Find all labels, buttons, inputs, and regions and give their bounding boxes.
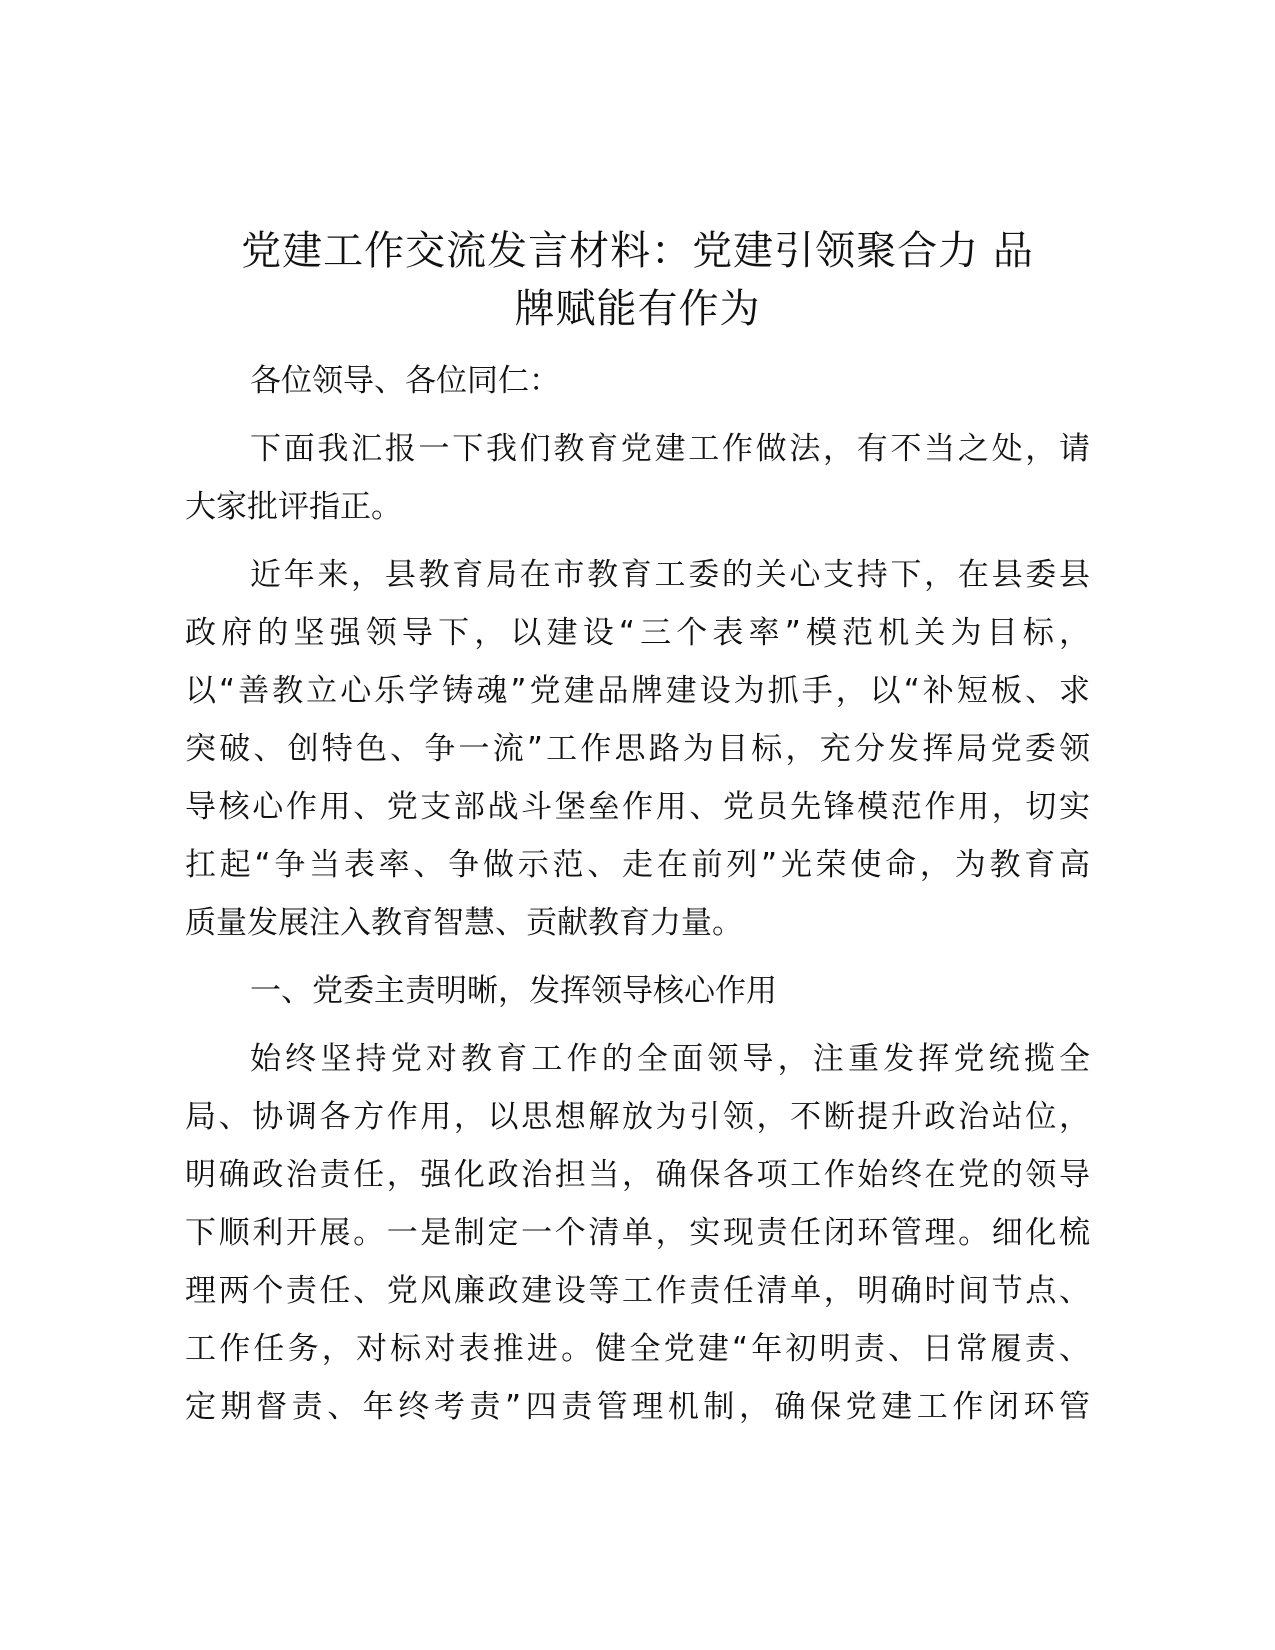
paragraph-line: 大家批评指正。 bbox=[185, 489, 402, 525]
paragraph-line: 下面我汇报一下我们教育党建工作做法，有不当之处，请 bbox=[250, 431, 1090, 467]
paragraph-line: 局、协调各方作用，以思想解放为引领，不断提升政治站位， bbox=[185, 1099, 1090, 1135]
title-line: 牌赋能有作为 bbox=[514, 286, 761, 332]
paragraph-line: 始终坚持党对教育工作的全面领导，注重发挥党统揽全 bbox=[250, 1041, 1090, 1077]
paragraph-line: 导核心作用、党支部战斗堡垒作用、党员先锋模范作用，切实 bbox=[185, 789, 1090, 825]
paragraph-line: 工作任务，对标对表推进。健全党建“年初明责、日常履责、 bbox=[185, 1331, 1090, 1367]
paragraph-line: 各位领导、各位同仁： bbox=[250, 363, 560, 399]
overview-paragraph bbox=[185, 546, 1090, 952]
paragraph-line: 理两个责任、党风廉政建设等工作责任清单，明确时间节点、 bbox=[185, 1273, 1090, 1309]
paragraph-line: 质量发展注入教育智慧、贡献教育力量。 bbox=[185, 905, 743, 941]
paragraph-line: 以“善教立心乐学铸魂”党建品牌建设为抓手，以“补短板、求 bbox=[185, 673, 1090, 709]
paragraph-line: 扛起“争当表率、争做示范、走在前列”光荣使命，为教育高 bbox=[185, 847, 1090, 883]
paragraph-line: 突破、创特色、争一流”工作思路为目标，充分发挥局党委领 bbox=[185, 731, 1090, 767]
salutation-paragraph bbox=[185, 352, 1090, 410]
document-title bbox=[185, 222, 1090, 338]
document-body bbox=[185, 352, 1090, 1446]
section-heading bbox=[185, 962, 1090, 1020]
section-one-paragraph bbox=[185, 1030, 1090, 1436]
paragraph-line: 下顺利开展。一是制定一个清单，实现责任闭环管理。细化梳 bbox=[185, 1215, 1090, 1251]
paragraph-line: 政府的坚强领导下，以建设“三个表率”模范机关为目标， bbox=[185, 615, 1090, 651]
paragraph-line: 定期督责、年终考责”四责管理机制，确保党建工作闭环管 bbox=[185, 1389, 1090, 1425]
paragraph-line: 一、党委主责明晰，发挥领导核心作用 bbox=[250, 973, 777, 1009]
paragraph-line: 近年来，县教育局在市教育工委的关心支持下，在县委县 bbox=[250, 557, 1090, 593]
paragraph-line: 明确政治责任，强化政治担当，确保各项工作始终在党的领导 bbox=[185, 1157, 1090, 1193]
title-line: 党建工作交流发言材料：党建引领聚合力 品 bbox=[241, 228, 1034, 274]
intro-paragraph bbox=[185, 420, 1090, 536]
